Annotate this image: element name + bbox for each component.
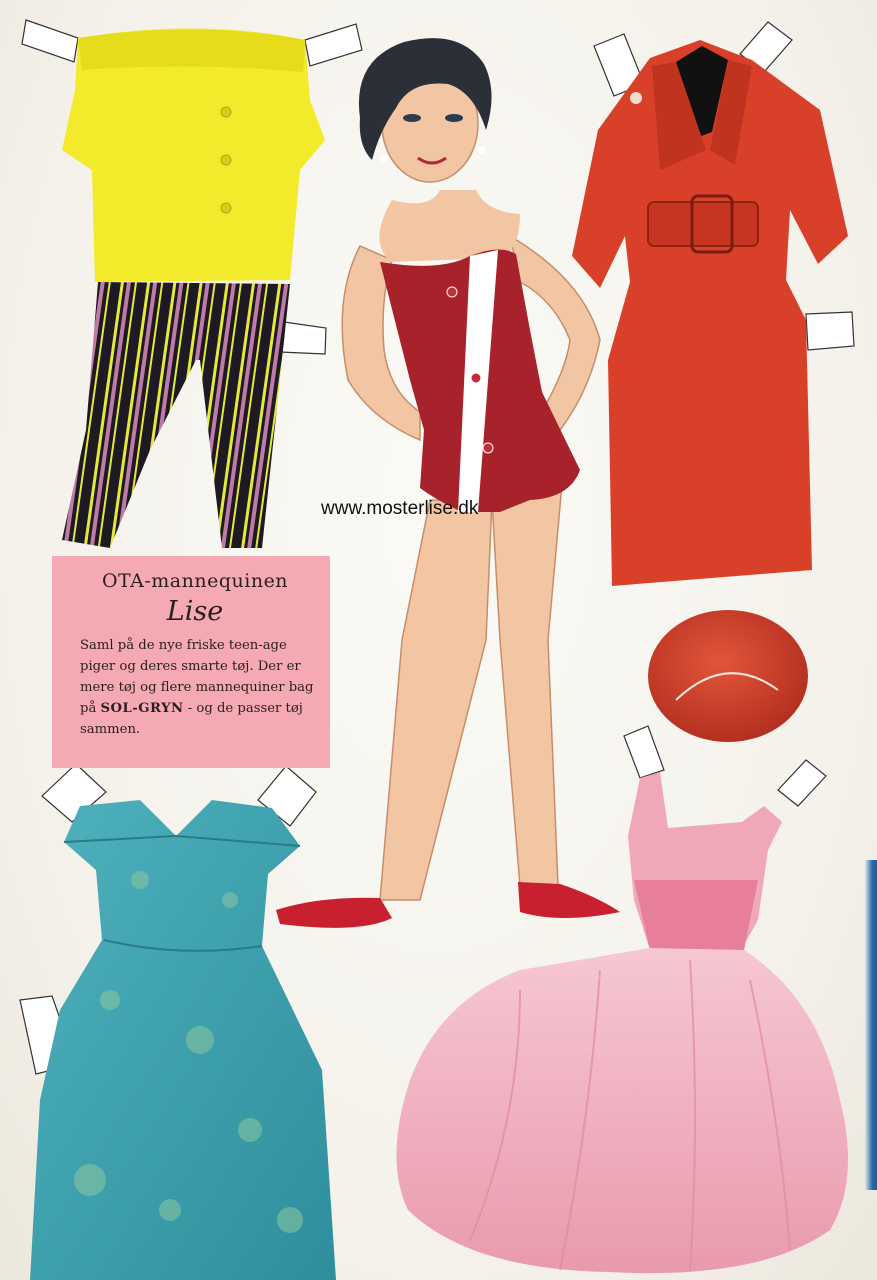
red-hat	[648, 610, 808, 742]
yellow-top	[22, 20, 362, 282]
suit-side-tab	[806, 312, 854, 350]
info-box	[52, 556, 330, 768]
red-suit	[572, 22, 854, 586]
teal-dress	[20, 764, 336, 1280]
info-body-brand: SOL-GRYN	[100, 701, 184, 716]
pink-left-tab	[624, 726, 664, 778]
pink-right-tab	[778, 760, 826, 806]
striped-pants	[62, 282, 326, 548]
info-body-text-end: - og de passer tøj sammen.	[80, 701, 303, 737]
info-body-text: Saml på de nye friske teen-age piger og deres smarte tøj. Der er mere tøj og flere mannequiner bag på	[80, 638, 314, 716]
top-left-tab	[22, 20, 78, 62]
pink-dress	[396, 726, 848, 1273]
edge-strip	[865, 860, 877, 1190]
info-body	[80, 635, 316, 740]
watermark-text: www.mosterlise.dk	[321, 498, 479, 519]
info-title: OTA-mannequinen	[101, 570, 289, 592]
info-name: Lise	[166, 596, 224, 627]
paper-doll	[276, 38, 620, 928]
top-right-tab	[305, 24, 362, 66]
pants-tab	[280, 322, 326, 354]
